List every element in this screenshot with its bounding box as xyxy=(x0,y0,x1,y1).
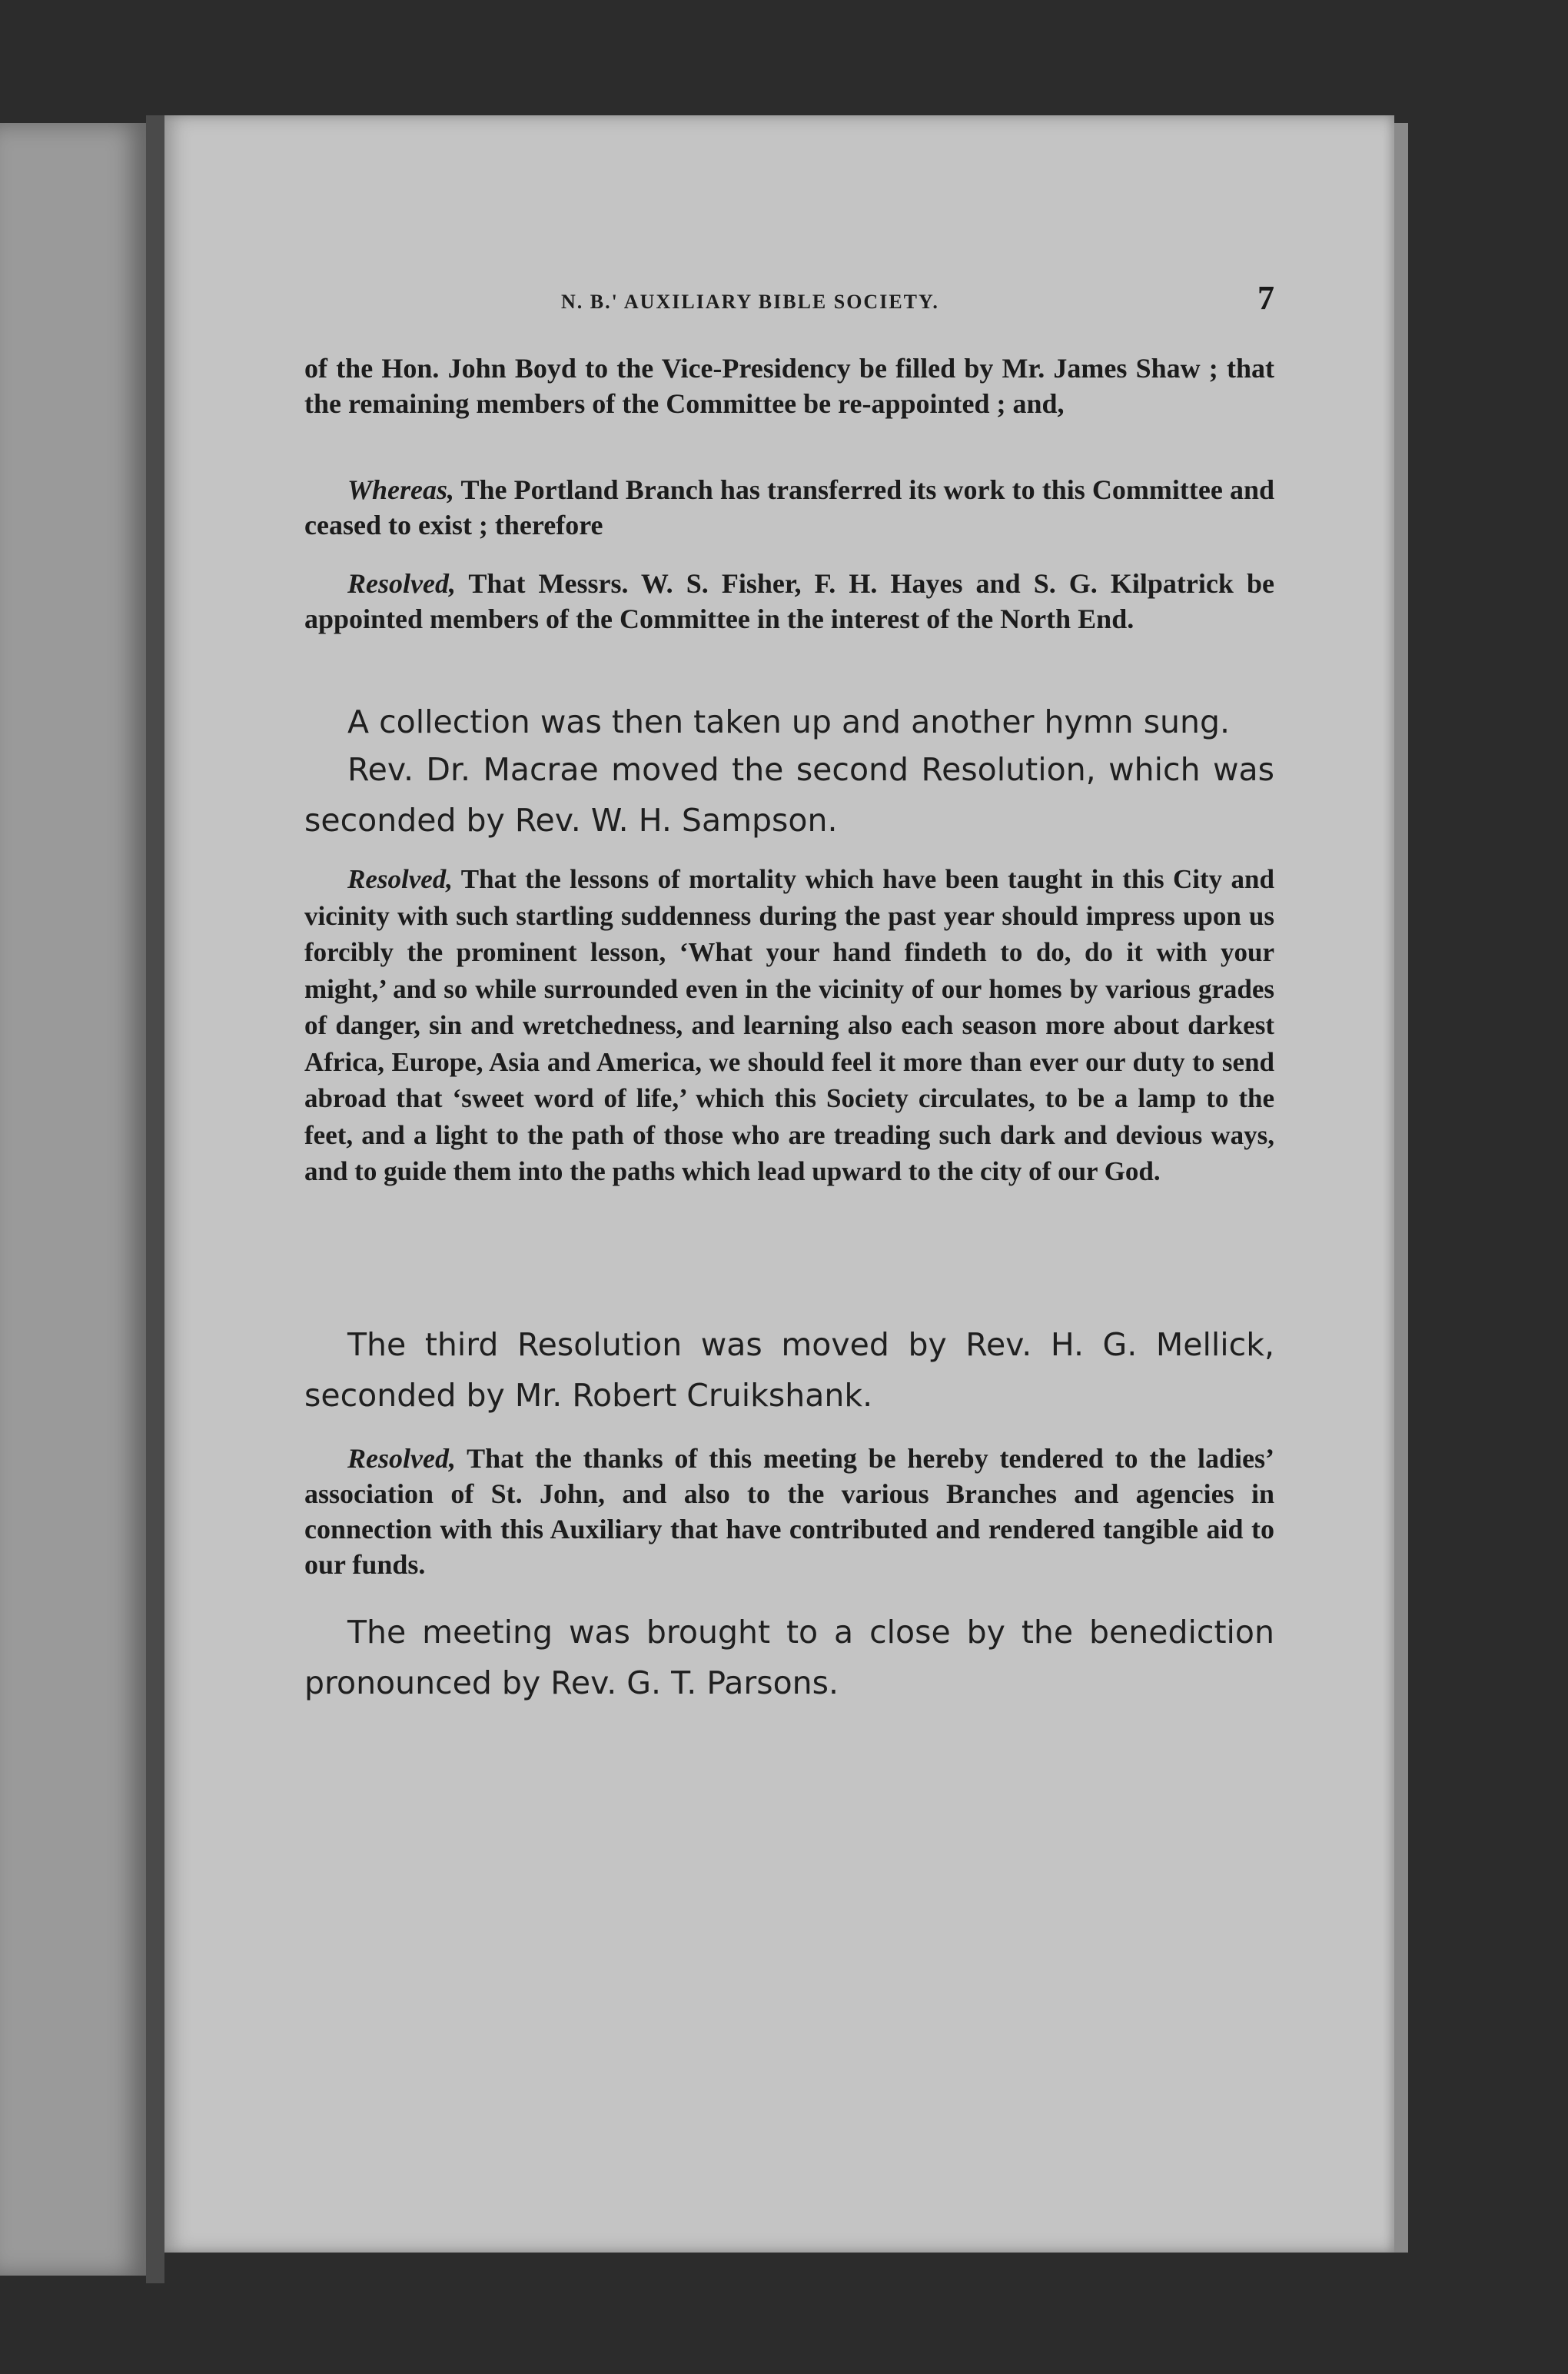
paragraph-continuation xyxy=(304,351,1274,421)
whereas-text: The Portland Branch has transferred its work to this Committee and ceased to exist ; therefore xyxy=(304,474,1274,540)
running-header: N. B.' AUXILIARY BIBLE SOCIETY. xyxy=(561,291,939,313)
resolution-text: That Messrs. W. S. Fisher, F. H. Hayes and S. G. Kilpatrick be appointed members of the Committee in the interest of the North End. xyxy=(304,568,1274,634)
resolved-lead: Resolved, xyxy=(347,568,456,599)
page-edge xyxy=(1394,123,1408,2253)
resolution-paragraph-2 xyxy=(304,861,1274,1190)
collection-statement xyxy=(304,697,1274,747)
resolution-text: That the lessons of mortality which have been taught in this City and vicinity with such startling suddenness during the past year should impress upon us forcibly the prominent lesson, ‘What your hand findeth to do, do it with your might,’ and so while surrounded even in the vicinity of our homes by various grades of danger, sin and wretchedness, and learning also each season more about darkest Africa, Europe, Asia and America, we should feel it more than ever our duty to send abroad that ‘sweet word of life,’ which this Society circulates, to be a lamp to the feet, and a light to the path of those who are treading such dark and devious ways, and to guide them into the paths which lead upward to the city of our God. xyxy=(304,864,1274,1186)
statement-text: A collection was then taken up and another hymn sung. xyxy=(347,703,1231,740)
whereas-lead: Whereas, xyxy=(347,474,455,505)
page-gutter xyxy=(146,115,164,2283)
statement-text: The third Resolution was moved by Rev. H. G. Mellick, seconded by Mr. Robert Cruikshank. xyxy=(304,1326,1274,1414)
facing-page-edge xyxy=(0,123,146,2276)
statement-text: The meeting was brought to a close by the benediction pronounced by Rev. G. T. Parsons. xyxy=(304,1614,1274,1701)
whereas-paragraph xyxy=(304,472,1274,543)
resolution-paragraph-3 xyxy=(304,1441,1274,1582)
resolved-lead: Resolved, xyxy=(347,1443,456,1474)
closing-statement xyxy=(304,1607,1274,1708)
paragraph-text: of the Hon. John Boyd to the Vice-Presidency be filled by Mr. James Shaw ; that the remaining members of the Committee be re-appointed ; and, xyxy=(304,353,1274,419)
resolved-lead: Resolved, xyxy=(347,864,453,894)
resolution-text: That the thanks of this meeting be hereby tendered to the ladies’ association of St. John, and also to the various Branches and agencies in connection with this Auxiliary that have contributed and rendered tangible aid to our funds. xyxy=(304,1443,1274,1580)
second-resolution-statement xyxy=(304,744,1274,846)
page-number: 7 xyxy=(1257,279,1274,317)
statement-text: Rev. Dr. Macrae moved the second Resolution, which was seconded by Rev. W. H. Sampson. xyxy=(304,751,1274,839)
third-resolution-statement xyxy=(304,1319,1274,1421)
resolution-paragraph-1 xyxy=(304,566,1274,637)
